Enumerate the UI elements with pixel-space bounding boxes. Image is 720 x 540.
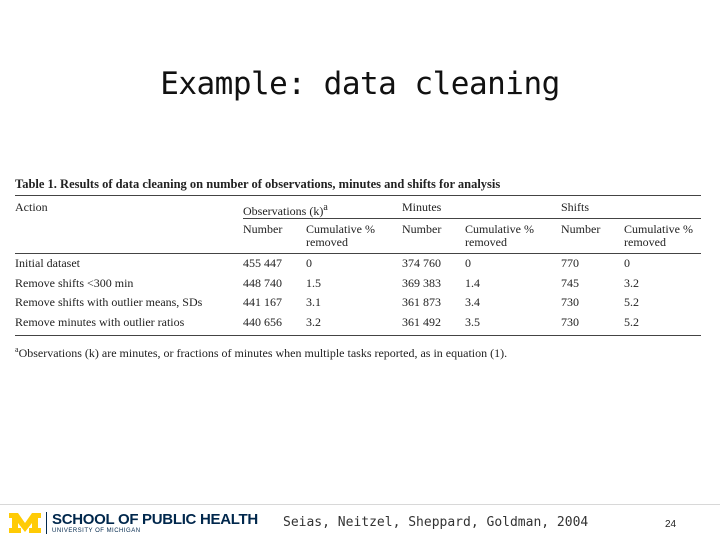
min-number-cell: 361 492: [402, 314, 441, 329]
footer-divider: [0, 504, 720, 505]
logo-university-name: UNIVERSITY OF MICHIGAN: [52, 527, 141, 534]
shift-number-cell: 770: [561, 256, 579, 270]
logo-divider: [46, 512, 47, 534]
min-cumulative-cell: 0: [465, 256, 471, 270]
footnote-text: Observations (k) are minutes, or fractions of minutes when multiple tasks reported, as in equation (1).: [18, 346, 508, 360]
observations-group-header: [243, 196, 402, 219]
shift-cumulative-cell: 3.2: [624, 275, 639, 290]
min-cumulative-cell: 1.4: [465, 275, 480, 290]
table-caption-label: Table 1.: [15, 177, 57, 191]
row-action: Initial dataset: [15, 256, 80, 270]
obs-cumulative-cell: 3.1: [306, 295, 321, 309]
shift-number-cell: 745: [561, 275, 579, 290]
shift-cumulative-cell: 5.2: [624, 295, 639, 309]
obs-number-cell: 455 447: [243, 256, 282, 270]
page-number: 24: [665, 519, 677, 530]
shift-number-cell: 730: [561, 314, 579, 329]
obs-cumulative-cell: 0: [306, 256, 312, 270]
row-action: Remove shifts with outlier means, SDs: [15, 295, 203, 309]
obs-number-cell: 448 740: [243, 275, 282, 290]
block-m-icon: [8, 512, 42, 534]
results-table-figure: [15, 177, 701, 361]
row-action: Remove shifts <300 min: [15, 275, 134, 290]
obs-number-cell: 441 167: [243, 295, 282, 309]
table-row: [15, 274, 701, 294]
min-cumulative-cell: 3.5: [465, 314, 480, 329]
min-number-cell: 369 383: [402, 275, 441, 290]
table-footnote: [15, 345, 701, 361]
min-cumulative-cell: 3.4: [465, 295, 480, 309]
shift-number-header: Number: [561, 222, 601, 236]
observations-group-note: a: [323, 202, 328, 213]
logo-school-name: SCHOOL OF PUBLIC HEALTH: [52, 510, 258, 528]
obs-number-header: Number: [243, 222, 283, 236]
table-sub-header-row: [15, 219, 701, 254]
table-row: [15, 254, 701, 274]
shift-cumulative-cell: 5.2: [624, 314, 639, 329]
shift-number-cell: 730: [561, 295, 579, 309]
school-logo: [8, 510, 258, 536]
minutes-group-header: Minutes: [402, 196, 561, 219]
obs-number-cell: 440 656: [243, 314, 282, 329]
obs-cumulative-cell: 1.5: [306, 275, 321, 290]
table-row: [15, 313, 701, 336]
slide-title: Example: data cleaning: [160, 66, 560, 102]
min-number-cell: 361 873: [402, 295, 441, 309]
table-caption: [15, 177, 701, 192]
obs-cumulative-header: Cumulative % removed: [306, 222, 375, 249]
shift-cumulative-cell: 0: [624, 256, 630, 270]
min-number-header: Number: [402, 222, 442, 236]
min-cumulative-header: Cumulative % removed: [465, 222, 534, 249]
min-number-cell: 374 760: [402, 256, 441, 270]
footnote-marker: a: [15, 345, 19, 354]
table-group-header-row: [15, 196, 701, 219]
citation: Seias, Neitzel, Sheppard, Goldman, 2004: [283, 515, 589, 530]
action-header: Action: [15, 200, 48, 214]
row-action: Remove minutes with outlier ratios: [15, 314, 185, 329]
table-caption-text: Results of data cleaning on number of observations, minutes and shifts for analysis: [60, 177, 501, 191]
data-cleaning-table: [15, 195, 701, 336]
logo-text: [52, 512, 258, 535]
obs-cumulative-cell: 3.2: [306, 314, 321, 329]
table-row: [15, 293, 701, 313]
shifts-group-header: Shifts: [561, 196, 701, 219]
shift-cumulative-header: Cumulative % removed: [624, 222, 693, 249]
observations-group-label: Observations (k): [243, 204, 324, 218]
